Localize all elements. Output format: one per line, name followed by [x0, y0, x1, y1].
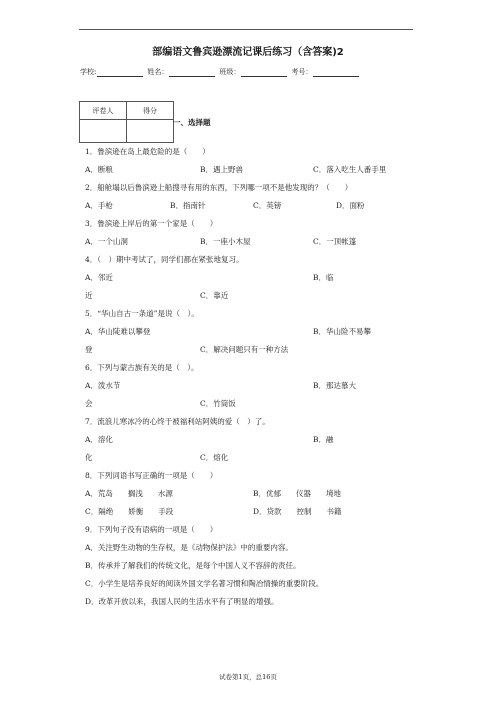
grader-header: 评卷人	[80, 102, 127, 120]
question-9: 9．下列句子没有语病的一项是（ ）	[85, 525, 218, 534]
q6-option-b[interactable]: B．那达慕大	[313, 381, 357, 390]
q3-option-b[interactable]: B．一座小木屋	[200, 237, 251, 246]
q6-option-b-wrap: 会	[85, 399, 93, 408]
q9-option-a[interactable]: A．关注野生动物的生存权，是《动物保护法》中的重要内容。	[85, 543, 293, 552]
class-field[interactable]: 班级：	[219, 67, 287, 77]
q8-option-b[interactable]: B．优郁 仪器 境地	[253, 489, 342, 498]
score-header: 得分	[127, 102, 174, 120]
q5-option-c[interactable]: C．解决问题只有一种方法	[200, 345, 289, 354]
name-field[interactable]: 姓名：	[147, 67, 215, 77]
q7-option-c[interactable]: C．熔化	[200, 453, 229, 462]
q6-option-c[interactable]: C．竹筒饭	[200, 399, 236, 408]
q2-option-b[interactable]: B．指南针	[170, 201, 206, 210]
q7-option-b-wrap: 化	[85, 453, 93, 462]
q6-option-a[interactable]: A．泼水节	[85, 381, 121, 390]
q5-option-b[interactable]: B．华山险不易攀	[313, 327, 372, 336]
question-4: 4．（ ）期中考试了，同学们都在紧张地复习。	[85, 255, 244, 264]
school-field[interactable]: 学校:	[80, 67, 143, 77]
q8-option-c[interactable]: C．隔绝 娇衡 手段	[85, 507, 174, 516]
student-info-row	[80, 67, 420, 77]
grader-cell	[80, 120, 127, 143]
page-title: 部编语文鲁宾逊漂流记课后练习（含答案)2	[152, 47, 344, 58]
q2-option-d[interactable]: D．面粉	[336, 201, 365, 210]
q9-option-c[interactable]: C．小学生是培养良好的阅读外国文学名著习惯和陶冶情操的重要阶段。	[85, 579, 324, 588]
q5-option-a[interactable]: A．华山陡难以攀登	[85, 327, 151, 336]
q2-option-a[interactable]: A．手枪	[85, 201, 113, 210]
q3-option-a[interactable]: A．一个山洞	[85, 237, 128, 246]
question-8: 8．下列词语书写正确的一项是（ ）	[85, 471, 218, 480]
q2-option-c[interactable]: C．英镑	[253, 201, 282, 210]
q9-option-d[interactable]: D．改革开放以来，我国人民的生活水平有了明显的增强。	[85, 597, 279, 606]
question-2: 2．船舱塌以后鲁滨逊上船搜寻有用的东西，下列哪一项不是他发现的？（ ）	[85, 183, 353, 192]
question-5: 5．“华山自古一条道”是说（ ）。	[85, 309, 199, 318]
q7-option-b[interactable]: B．融	[313, 435, 334, 444]
question-3: 3．鲁滨逊上岸后的第一个家是（ ）	[85, 219, 218, 228]
section-heading: 一、选择题	[173, 118, 211, 127]
question-7: 7．流浪儿寒冰冷的心终于被福利站阿姨的爱（ ）了。	[85, 417, 270, 426]
q1-option-b[interactable]: B．遇上野兽	[200, 165, 244, 174]
q7-option-a[interactable]: A．溶化	[85, 435, 113, 444]
q4-option-b[interactable]: B．临	[313, 273, 334, 282]
q1-option-a[interactable]: A．断粮	[85, 165, 113, 174]
q4-option-b-wrap: 近	[85, 291, 93, 300]
question-1: 1．鲁滨逊在岛上最危险的是（ ）	[85, 147, 210, 156]
score-cell	[127, 120, 174, 143]
q4-option-c[interactable]: C．靠近	[200, 291, 229, 300]
question-6: 6．下列与蒙古族有关的是（ ）。	[85, 363, 199, 372]
q1-option-c[interactable]: C．落入吃生人番手里	[313, 165, 387, 174]
exam-number-field[interactable]: 考号：	[291, 67, 359, 77]
q8-option-a[interactable]: A．荒岛 搁浅 水源	[85, 489, 173, 498]
grader-table	[79, 101, 174, 143]
q3-option-c[interactable]: C．一顶帐篷	[313, 237, 357, 246]
q4-option-a[interactable]: A．邻近	[85, 273, 113, 282]
header-rule	[79, 29, 413, 30]
page-footer: 试卷第1页，总16页	[219, 673, 277, 681]
q9-option-b[interactable]: B．传承并了解我们的传统文化，是每个中国人义不容辞的责任。	[85, 561, 301, 570]
q8-option-d[interactable]: D．贷款 控制 书籍	[253, 507, 342, 516]
q5-option-b-wrap: 登	[85, 345, 93, 354]
